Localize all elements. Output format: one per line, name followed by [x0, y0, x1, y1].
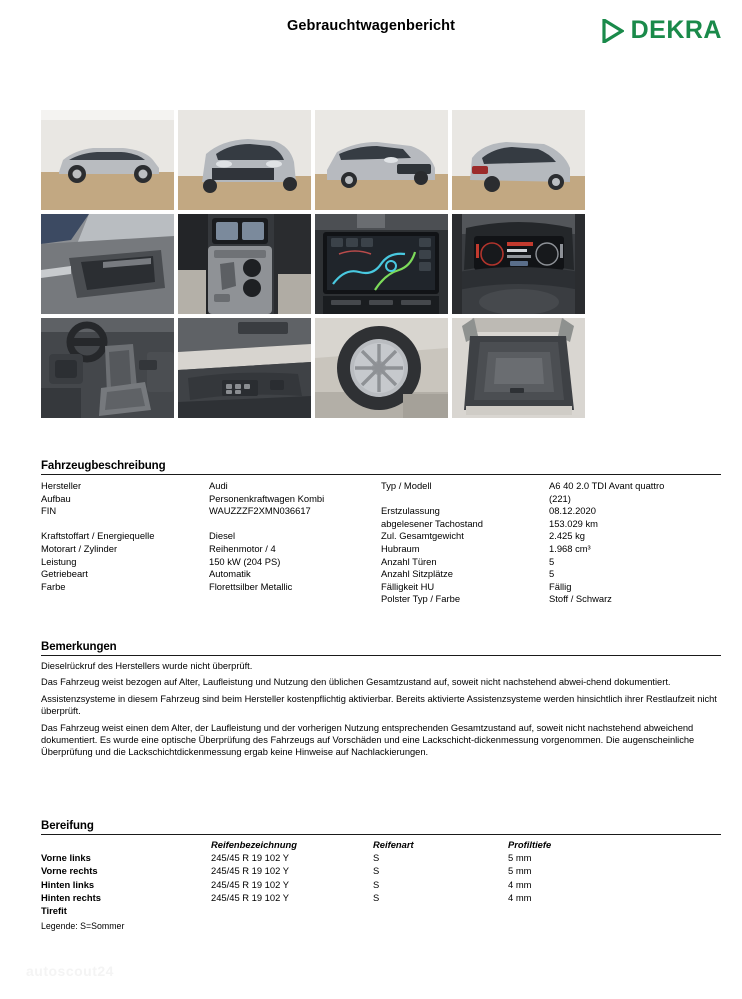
- field-label: Farbe: [41, 580, 66, 592]
- tire-tread: 4 mm: [508, 878, 532, 890]
- remark-paragraph: Das Fahrzeug weist einen dem Alter, der Laufleistung und der vorherigen Nutzung entsprechenden Gesamtzustand auf, soweit nicht nachstehend abweichend dokumentiert. Es wurde eine optische Überprüfung des Fahrzeugs auf Vorschäden und eine Lackschicht-dickenmessung vorgenommen. Die augenscheinliche Überprüfung und die Lackschichtdickenmessung ergab keine Hinweise auf Nachlackierungen.: [41, 722, 695, 758]
- table-row: [41, 851, 721, 864]
- field-value: Reihenmotor / 4: [209, 542, 276, 554]
- page-title: Gebrauchtwagenbericht: [286, 18, 456, 34]
- tire-designation: 245/45 R 19 102 Y: [211, 891, 290, 903]
- remark-paragraph: Dieselrückruf des Herstellers wurde nicht überprüft.: [41, 661, 253, 671]
- vehicle-photo-grid: [41, 110, 721, 418]
- tires-table: [41, 838, 721, 917]
- tire-type: S: [373, 878, 380, 890]
- field-label: FIN: [41, 505, 57, 517]
- field-label: Hubraum: [381, 542, 420, 554]
- table-row: [381, 593, 721, 606]
- tire-position: Hinten rechts: [41, 891, 101, 903]
- field-value: 08.12.2020: [549, 505, 596, 517]
- field-label: Polster Typ / Farbe: [381, 593, 461, 605]
- tire-type: S: [373, 891, 380, 903]
- table-row: [41, 864, 721, 877]
- table-row: [41, 878, 721, 891]
- field-label: abgelesener Tachostand: [381, 517, 483, 529]
- table-row: [41, 891, 721, 904]
- field-label: Zul. Gesamtgewicht: [381, 530, 464, 542]
- tires-legend: Legende: S=Sommer: [41, 921, 125, 932]
- column-header-designation: Reifenbezeichnung: [211, 839, 297, 850]
- field-value: Fällig: [549, 580, 572, 592]
- photo-detail-trunk[interactable]: [452, 318, 585, 418]
- watermark: autoscout24: [26, 963, 114, 979]
- table-row: [41, 530, 381, 543]
- tire-designation: [211, 904, 373, 917]
- field-value: 1.968 cm³: [549, 542, 591, 554]
- table-row: [41, 505, 381, 518]
- vehicle-description-right-column: [381, 480, 721, 606]
- field-value: Florettsilber Metallic: [209, 580, 293, 592]
- field-label: Hersteller: [41, 480, 82, 491]
- field-label: Fälligkeit HU: [381, 580, 435, 592]
- tire-tread: 4 mm: [508, 891, 532, 903]
- table-row: [41, 543, 381, 556]
- field-label: Kraftstoffart / Energiequelle: [41, 530, 155, 542]
- tire-type: S: [373, 865, 380, 877]
- column-header-position: [41, 838, 211, 851]
- table-header-row: [41, 838, 721, 851]
- field-value: Personenkraftwagen Kombi: [209, 492, 325, 504]
- tire-designation: 245/45 R 19 102 Y: [211, 865, 290, 877]
- field-value: Diesel: [209, 530, 236, 542]
- field-value: 153.029 km: [549, 517, 598, 529]
- field-label: Anzahl Türen: [381, 555, 437, 567]
- field-label: Motorart / Zylinder: [41, 542, 118, 554]
- tire-designation: 245/45 R 19 102 Y: [211, 878, 290, 890]
- section-title-remarks: Bemerkungen: [41, 641, 117, 653]
- vehicle-description-section: [41, 460, 721, 606]
- tire-tread: [508, 904, 721, 917]
- field-label: Anzahl Sitzplätze: [381, 568, 453, 580]
- vehicle-description-left-column: [41, 480, 381, 606]
- tire-position: Vorne rechts: [41, 865, 98, 877]
- photo-interior-mmi-navigation[interactable]: [315, 214, 448, 314]
- photo-interior-center-console[interactable]: [178, 214, 311, 314]
- table-row: [381, 493, 721, 506]
- section-title-tires: Bereifung: [41, 820, 94, 832]
- table-row: [381, 505, 721, 518]
- table-row: [381, 543, 721, 556]
- photo-exterior-front-right[interactable]: [315, 110, 448, 210]
- field-value: (221): [549, 492, 571, 504]
- field-value: 150 kW (204 PS): [209, 555, 281, 567]
- tire-tread: 5 mm: [508, 852, 532, 864]
- photo-interior-front-seats[interactable]: [41, 318, 174, 418]
- table-row: [41, 568, 381, 581]
- column-header-type: Reifenart: [373, 839, 414, 850]
- table-row: [381, 568, 721, 581]
- field-label: [381, 493, 549, 506]
- dekra-logo: [602, 18, 722, 43]
- table-row: [41, 493, 381, 506]
- dekra-wordmark: DEKRA: [630, 16, 722, 44]
- photo-interior-door-panel[interactable]: [178, 318, 311, 418]
- section-rule: [41, 834, 721, 835]
- photo-exterior-front-left[interactable]: [178, 110, 311, 210]
- table-row: [41, 556, 381, 569]
- tire-tread: 5 mm: [508, 865, 532, 877]
- field-value: 5: [549, 555, 555, 567]
- photo-exterior-sunroof[interactable]: [41, 214, 174, 314]
- tire-position: Tirefit: [41, 905, 67, 917]
- table-row: [381, 530, 721, 543]
- field-value: Automatik: [209, 568, 251, 580]
- field-label: Leistung: [41, 555, 77, 567]
- remark-paragraph: Assistenzsysteme in diesem Fahrzeug sind beim Hersteller kostenpflichtig aktivierbar. Bereits aktivierte Assistenzsysteme werden hinsichtlich ihrer Restlaufzeit nicht überprüft.: [41, 693, 717, 717]
- column-header-tread: Profiltiefe: [508, 839, 552, 850]
- table-row: [41, 904, 721, 917]
- field-label: Aufbau: [41, 492, 71, 504]
- section-rule: [41, 655, 721, 656]
- field-value: 2.425 kg: [549, 530, 585, 542]
- table-row: [381, 518, 721, 531]
- document-header: [0, 0, 742, 78]
- field-value: Audi: [209, 480, 228, 491]
- tires-section: [41, 820, 721, 931]
- photo-interior-virtual-cockpit[interactable]: [452, 214, 585, 314]
- section-rule: [41, 474, 721, 475]
- row-spacer: [41, 518, 381, 531]
- photo-detail-wheel[interactable]: [315, 318, 448, 418]
- section-title-vehicle-description: Fahrzeugbeschreibung: [41, 460, 166, 472]
- tire-type: [373, 904, 508, 917]
- table-row: [41, 581, 381, 594]
- field-label: Erstzulassung: [381, 505, 440, 517]
- dekra-triangle-icon: [602, 19, 624, 43]
- field-label: Getriebeart: [41, 568, 88, 580]
- table-row: [381, 581, 721, 594]
- table-row: [381, 480, 721, 493]
- tire-position: Hinten links: [41, 878, 95, 890]
- field-value: Stoff / Schwarz: [549, 593, 612, 605]
- table-row: [381, 556, 721, 569]
- tire-designation: 245/45 R 19 102 Y: [211, 852, 290, 864]
- photo-exterior-side-left[interactable]: [41, 110, 174, 210]
- vehicle-description-table: [41, 480, 721, 606]
- field-value: A6 40 2.0 TDI Avant quattro: [549, 480, 665, 491]
- table-row: [41, 480, 381, 493]
- field-value: WAUZZZF2XMN036617: [209, 505, 311, 517]
- field-value: 5: [549, 568, 555, 580]
- remarks-section: [41, 641, 721, 759]
- tire-type: S: [373, 852, 380, 864]
- field-label: Typ / Modell: [381, 480, 432, 491]
- tire-position: Vorne links: [41, 852, 91, 864]
- photo-exterior-rear-right[interactable]: [452, 110, 585, 210]
- remark-paragraph: Das Fahrzeug weist bezogen auf Alter, Laufleistung und Nutzung den üblichen Gesamtzustand auf, soweit nicht nachstehend abwei-chend dokumentiert.: [41, 677, 671, 688]
